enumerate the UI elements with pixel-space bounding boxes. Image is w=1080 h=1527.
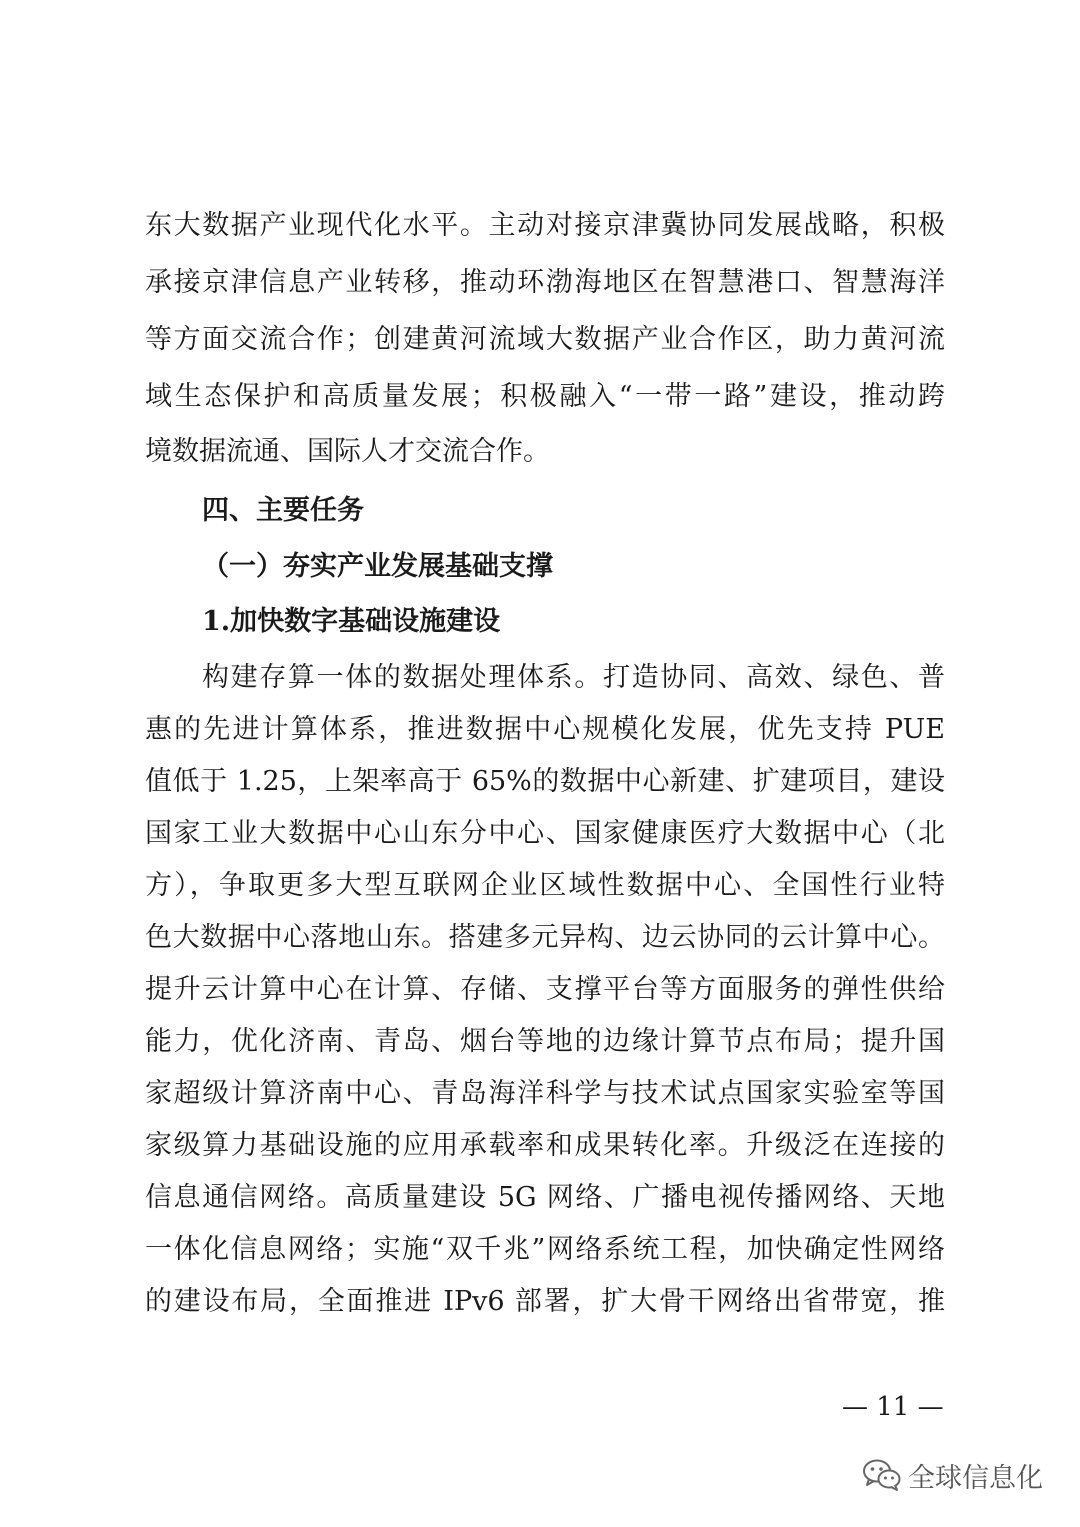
text-line: 能力，优化济南、青岛、烟台等地的边缘计算节点布局；提升国 bbox=[145, 1026, 945, 1057]
page-number: — 11 — bbox=[842, 1392, 944, 1422]
text-line: 提升云计算中心在计算、存储、支撑平台等方面服务的弹性供给 bbox=[145, 974, 945, 1005]
text-line: 等方面交流合作；创建黄河流域大数据产业合作区，助力黄河流 bbox=[145, 324, 945, 355]
text-line: 家超级计算济南中心、青岛海洋科学与技术试点国家实验室等国 bbox=[145, 1078, 945, 1109]
watermark bbox=[862, 1455, 1043, 1495]
text-line: 的建设布局，全面推进 IPv6 部署，扩大骨干网络出省带宽，推 bbox=[145, 1286, 945, 1317]
text-line: 境数据流通、国际人才交流合作。 bbox=[145, 436, 550, 467]
text-line: 惠的先进计算体系，推进数据中心规模化发展，优先支持 PUE bbox=[145, 714, 945, 745]
text-line: 方），争取更多大型互联网企业区域性数据中心、全国性行业特 bbox=[145, 870, 945, 901]
text-line: 家级算力基础设施的应用承载率和成果转化率。升级泛在连接的 bbox=[145, 1130, 945, 1161]
watermark-text: 全球信息化 bbox=[908, 1462, 1043, 1494]
text-line: 承接京津信息产业转移，推动环渤海地区在智慧港口、智慧海洋 bbox=[145, 267, 945, 298]
text-line: 东大数据产业现代化水平。主动对接京津冀协同发展战略，积极 bbox=[145, 210, 945, 241]
wechat-icon bbox=[862, 1458, 902, 1492]
text-line: 信息通信网络。高质量建设 5G 网络、广播电视传播网络、天地 bbox=[145, 1182, 945, 1213]
text-line: 值低于 1.25，上架率高于 65%的数据中心新建、扩建项目，建设 bbox=[145, 766, 945, 797]
text-line: 一体化信息网络；实施“双千兆”网络系统工程，加快确定性网络 bbox=[145, 1234, 945, 1265]
text-line: 色大数据中心落地山东。搭建多元异构、边云协同的云计算中心。 bbox=[145, 922, 945, 953]
text-line: 域生态保护和高质量发展；积极融入“一带一路”建设，推动跨 bbox=[145, 381, 945, 412]
item-heading: 1.加快数字基础设施建设 bbox=[202, 606, 501, 637]
subsection-heading: （一）夯实产业发展基础支撑 bbox=[202, 551, 553, 582]
text-line: 国家工业大数据中心山东分中心、国家健康医疗大数据中心（北 bbox=[145, 818, 945, 849]
text-line: 构建存算一体的数据处理体系。打造协同、高效、绿色、普 bbox=[202, 662, 945, 693]
section-heading: 四、主要任务 bbox=[202, 495, 364, 526]
